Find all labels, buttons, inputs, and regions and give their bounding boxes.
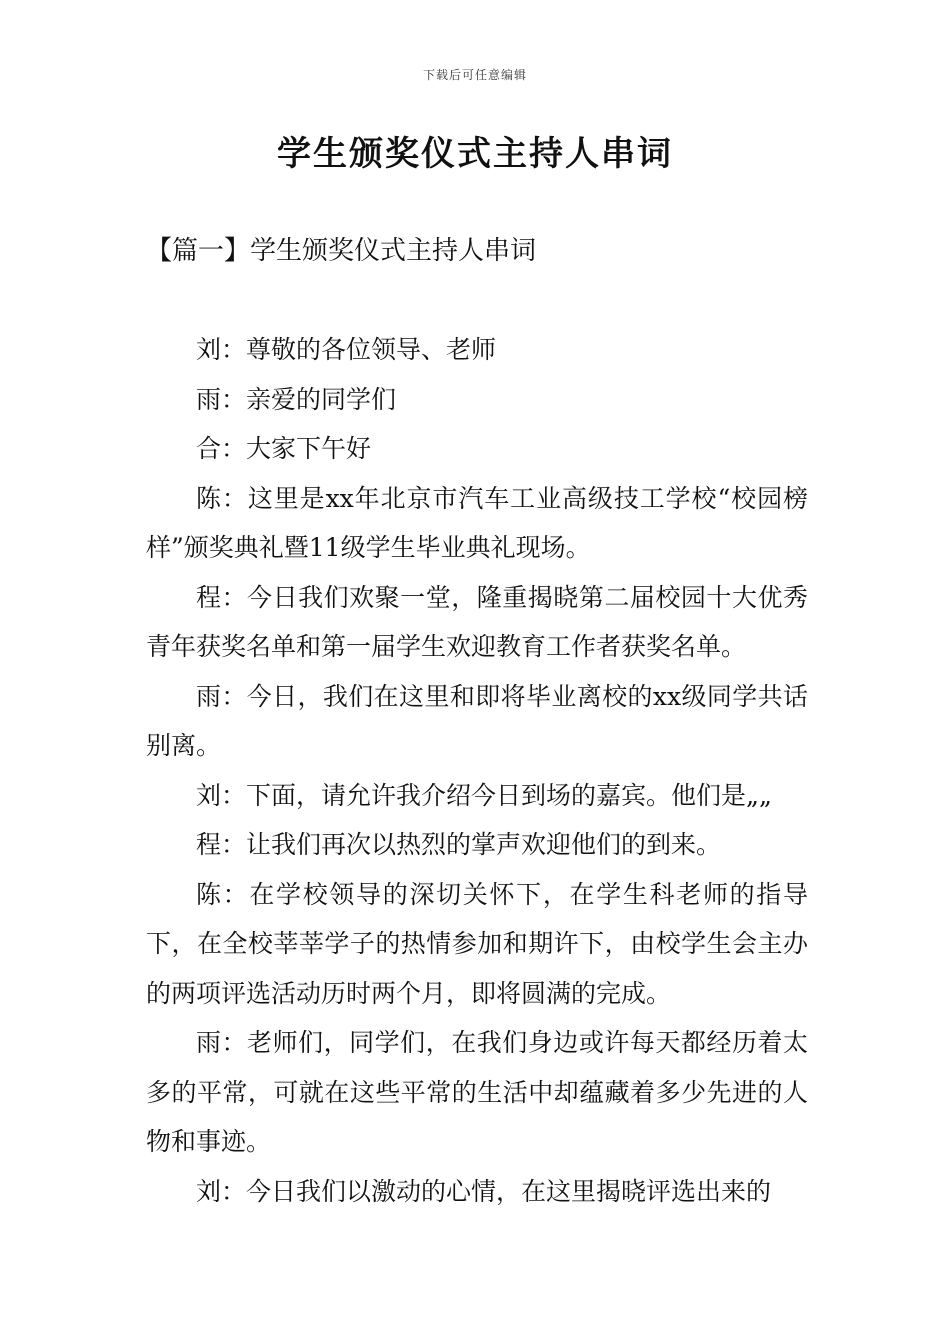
paragraph: 程：让我们再次以热烈的掌声欢迎他们的到来。 (196, 830, 722, 859)
paragraph: 雨：今日，我们在这里和即将毕业离校的xx级同学共话别离。 (146, 681, 808, 760)
paragraph: 刘：今日我们以激动的心情，在这里揭晓评选出来的 (196, 1176, 772, 1206)
header-note: 下载后可任意编辑 (422, 68, 527, 82)
document-title: 学生颁奖仪式主持人串词 (277, 134, 673, 174)
paragraph: 刘：尊敬的各位领导、老师 (196, 335, 497, 364)
paragraph: 雨：亲爱的同学们 (196, 384, 397, 414)
document-body (146, 325, 808, 1216)
paragraph: 陈：这里是xx年北京市汽车工业高级技工学校“校园榜样”颁奖典礼暨11级学生毕业典礼现场。 (146, 483, 808, 562)
paragraph: 雨：老师们，同学们，在我们身边或许每天都经历着太多的平常，可就在这些平常的生活中却蕴藏着多少先进的人物和事迹。 (146, 1028, 808, 1156)
section-heading: 【篇一】学生颁奖仪式主持人串词 (146, 236, 537, 266)
paragraph: 合：大家下午好 (196, 434, 372, 463)
paragraph: 陈：在学校领导的深切关怀下，在学生科老师的指导下，在全校莘莘学子的热情参加和期许下，由校学生会主办的两项评选活动历时两个月，即将圆满的完成。 (146, 879, 808, 1008)
paragraph: 刘：下面，请允许我介绍今日到场的嘉宾。他们是„„ (196, 780, 772, 810)
paragraph: 程：今日我们欢聚一堂，隆重揭晓第二届校园十大优秀青年获奖名单和第一届学生欢迎教育工作者获奖名单。 (146, 582, 808, 661)
